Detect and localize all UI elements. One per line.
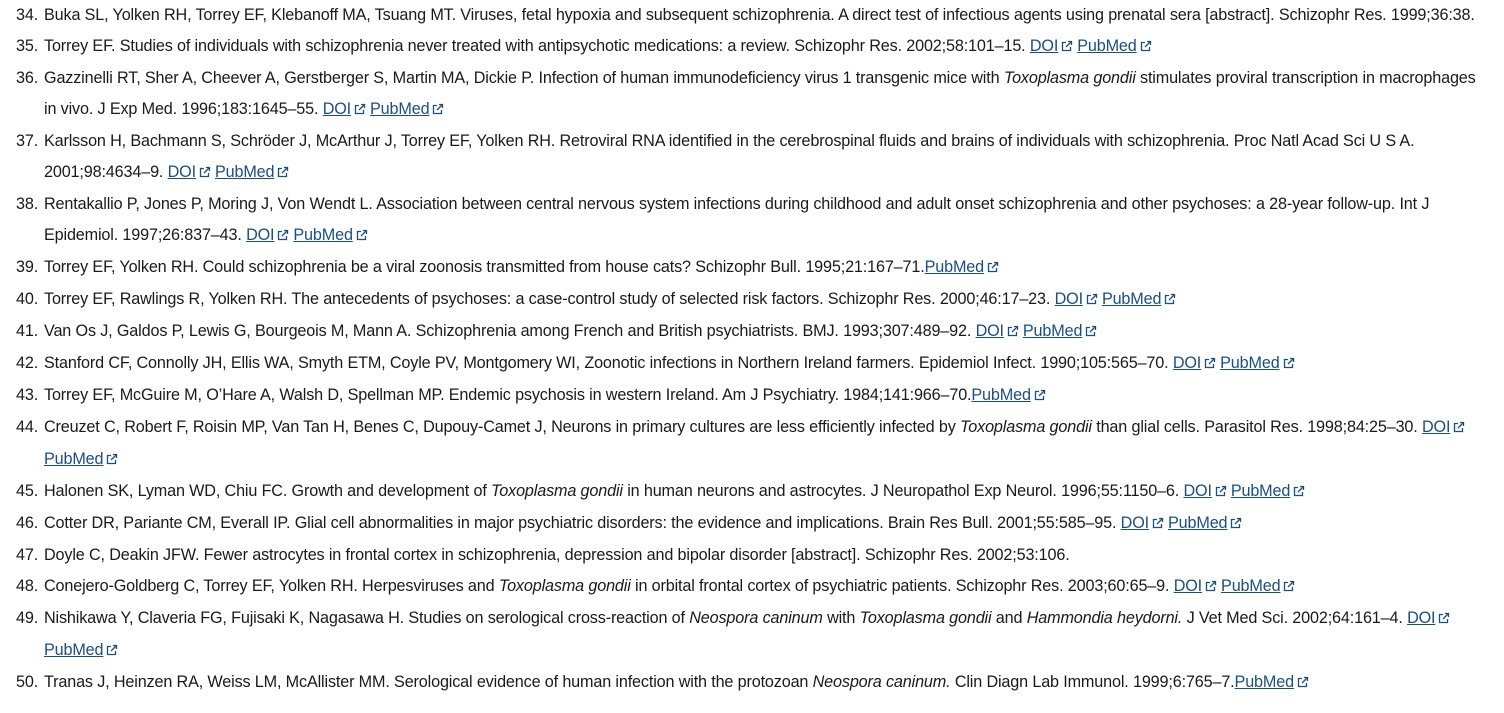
pubmed-link[interactable]: PubMed bbox=[1234, 673, 1294, 691]
reference-number: 44. bbox=[16, 418, 39, 436]
external-link-icon[interactable] bbox=[1152, 509, 1164, 540]
reference-number: 43. bbox=[16, 386, 39, 404]
external-link-icon[interactable] bbox=[1034, 381, 1046, 412]
citation-text: Torrey EF. Studies of individuals with schizophrenia never treated with antipsychotic medications: a review. Schizophr Res. 2002;58:101–15. bbox=[44, 37, 1030, 55]
reference-number: 47. bbox=[16, 546, 39, 564]
pubmed-link[interactable]: PubMed bbox=[1077, 37, 1137, 55]
doi-link[interactable]: DOI bbox=[1120, 514, 1150, 532]
external-link-icon[interactable] bbox=[1215, 477, 1227, 508]
external-link-icon[interactable] bbox=[277, 158, 289, 189]
pubmed-link[interactable]: PubMed bbox=[44, 450, 104, 468]
reference-item bbox=[16, 476, 1492, 508]
external-link-icon[interactable] bbox=[1007, 317, 1019, 348]
pubmed-link[interactable]: PubMed bbox=[1101, 290, 1162, 308]
reference-number: 41. bbox=[16, 322, 39, 340]
reference-number: 39. bbox=[16, 258, 39, 276]
doi-link[interactable]: DOI bbox=[246, 226, 275, 244]
external-link-icon[interactable] bbox=[1164, 285, 1176, 316]
reference-item bbox=[16, 667, 1492, 699]
doi-link[interactable]: DOI bbox=[1029, 37, 1059, 55]
external-link-icon[interactable] bbox=[1283, 572, 1295, 603]
citation-text: stimulates proviral transcription in macrophages in vivo. J Exp Med. 1996;183:1645–55. bbox=[44, 69, 1476, 118]
doi-link[interactable]: DOI bbox=[1183, 482, 1212, 500]
citation-text: Karlsson H, Bachmann S, Schröder J, McArthur J, Torrey EF, Yolken RH. Retroviral RNA identified in the cerebrospinal fluids and brains of individuals with schizophrenia. Proc Natl Acad Sci U S A. 2001;98:4634–9. bbox=[44, 132, 1415, 181]
species-name: Toxoplasma gondii bbox=[1003, 69, 1136, 87]
external-link-icon[interactable] bbox=[1453, 413, 1465, 444]
reference-item bbox=[16, 540, 1492, 571]
reference-number: 50. bbox=[16, 673, 39, 691]
citation-text: Cotter DR, Pariante CM, Everall IP. Glial cell abnormalities in major psychiatric disorders: the evidence and implications. Brain Res Bull. 2001;55:585–95. bbox=[44, 514, 1121, 532]
citation-text: Rentakallio P, Jones P, Moring J, Von Wendt L. Association between central nervous system infections during childhood and adult onset schizophrenia and other psychoses: a 28-year follow-up. Int J Epidemiol. 1997;26:837–43. bbox=[44, 195, 1430, 244]
pubmed-link[interactable]: PubMed bbox=[1220, 354, 1280, 372]
doi-link[interactable]: DOI bbox=[1173, 577, 1203, 595]
citation-text: Stanford CF, Connolly JH, Ellis WA, Smyth ETM, Coyle PV, Montgomery WI, Zoonotic infections in Northern Ireland farmers. Epidemiol Infect. 1990;105:565–70. bbox=[44, 354, 1173, 372]
citation-text: Torrey EF, Rawlings R, Yolken RH. The antecedents of psychoses: a case-control study of selected risk factors. Schizophr Res. 2000;46:17–23. bbox=[44, 290, 1055, 308]
doi-link[interactable]: DOI bbox=[1054, 290, 1083, 308]
citation-text: Nishikawa Y, Claveria FG, Fujisaki K, Nagasawa H. Studies on serological cross-reaction of bbox=[44, 609, 690, 627]
reference-number: 49. bbox=[16, 609, 39, 627]
external-link-icon[interactable] bbox=[432, 95, 444, 126]
pubmed-link[interactable]: PubMed bbox=[924, 258, 985, 276]
citation-text: in human neurons and astrocytes. J Neuropathol Exp Neurol. 1996;55:1150–6. bbox=[622, 482, 1184, 500]
citation-text: Torrey EF, Yolken RH. Could schizophrenia be a viral zoonosis transmitted from house cats? Schizophr Bull. 1995;21:167–71. bbox=[44, 258, 925, 276]
reference-number: 40. bbox=[16, 290, 39, 308]
external-link-icon[interactable] bbox=[1283, 349, 1295, 380]
citation-text: Tranas J, Heinzen RA, Weiss LM, McAllister MM. Serological evidence of human infection with the protozoan bbox=[44, 673, 813, 691]
reference-item bbox=[16, 126, 1492, 189]
external-link-icon[interactable] bbox=[277, 221, 289, 252]
species-name: Toxoplasma gondii bbox=[498, 577, 631, 595]
external-link-icon[interactable] bbox=[106, 445, 118, 476]
reference-number: 37. bbox=[16, 132, 39, 150]
reference-item bbox=[16, 603, 1492, 667]
external-link-icon[interactable] bbox=[1204, 349, 1216, 380]
reference-number: 46. bbox=[16, 514, 39, 532]
citation-text: Doyle C, Deakin JFW. Fewer astrocytes in frontal cortex in schizophrenia, depression and bipolar disorder [abstract]. Schizophr Res. 2002;53:106. bbox=[44, 546, 1070, 564]
reference-item bbox=[16, 63, 1492, 126]
reference-number: 38. bbox=[16, 195, 39, 213]
pubmed-link[interactable]: PubMed bbox=[293, 226, 353, 244]
species-name: Toxoplasma gondii bbox=[859, 609, 992, 627]
reference-item bbox=[16, 348, 1492, 380]
external-link-icon[interactable] bbox=[199, 158, 211, 189]
external-link-icon[interactable] bbox=[1438, 604, 1450, 635]
reference-item bbox=[16, 31, 1492, 63]
pubmed-link[interactable]: PubMed bbox=[971, 386, 1031, 404]
citation-text: J Vet Med Sci. 2002;64:161–4. bbox=[1182, 609, 1408, 627]
reference-item bbox=[16, 508, 1492, 540]
pubmed-link[interactable]: PubMed bbox=[1221, 577, 1281, 595]
reference-number: 42. bbox=[16, 354, 39, 372]
pubmed-link[interactable]: PubMed bbox=[1168, 514, 1228, 532]
external-link-icon[interactable] bbox=[1293, 477, 1305, 508]
species-name: Neospora caninum bbox=[689, 609, 823, 627]
doi-link[interactable]: DOI bbox=[975, 322, 1004, 340]
species-name: Toxoplasma gondii bbox=[491, 482, 623, 500]
external-link-icon[interactable] bbox=[354, 95, 366, 126]
citation-text: Torrey EF, McGuire M, O’Hare A, Walsh D, Spellman MP. Endemic psychosis in western Ireland. Am J Psychiatry. 1984;141:966–70. bbox=[44, 386, 972, 404]
reference-item bbox=[16, 380, 1492, 412]
pubmed-link[interactable]: PubMed bbox=[214, 163, 275, 181]
species-name: Hammondia heydorni. bbox=[1026, 609, 1183, 627]
external-link-icon[interactable] bbox=[1297, 668, 1309, 699]
citation-text: with bbox=[822, 609, 860, 627]
pubmed-link[interactable]: PubMed bbox=[1022, 322, 1083, 340]
reference-number: 48. bbox=[16, 577, 39, 595]
pubmed-link[interactable]: PubMed bbox=[44, 641, 104, 659]
external-link-icon[interactable] bbox=[1230, 509, 1242, 540]
citation-text: Buka SL, Yolken RH, Torrey EF, Klebanoff MA, Tsuang MT. Viruses, fetal hypoxia and subsequent schizophrenia. A direct test of infectious agents using prenatal sera [abstract]. Schizophr Res. 1999;36:38. bbox=[44, 6, 1475, 24]
citation-text: and bbox=[991, 609, 1027, 627]
doi-link[interactable]: DOI bbox=[167, 163, 196, 181]
doi-link[interactable]: DOI bbox=[1172, 354, 1202, 372]
citation-text: Halonen SK, Lyman WD, Chiu FC. Growth and development of bbox=[44, 482, 492, 500]
reference-number: 45. bbox=[16, 482, 39, 500]
external-link-icon[interactable] bbox=[987, 253, 999, 284]
reference-item bbox=[16, 189, 1492, 252]
citation-text: Clin Diagn Lab Immunol. 1999;6:765–7. bbox=[950, 673, 1235, 691]
external-link-icon[interactable] bbox=[1140, 32, 1152, 63]
citation-text: Creuzet C, Robert F, Roisin MP, Van Tan H, Benes C, Dupouy-Camet J, Neurons in primary cultures are less efficiently infected by bbox=[44, 418, 961, 436]
pubmed-link[interactable]: PubMed bbox=[370, 100, 430, 118]
citation-text: than glial cells. Parasitol Res. 1998;84:25–30. bbox=[1091, 418, 1422, 436]
citation-text: in orbital frontal cortex of psychiatric patients. Schizophr Res. 2003;60:65–9. bbox=[630, 577, 1174, 595]
external-link-icon[interactable] bbox=[1085, 317, 1097, 348]
reference-item bbox=[16, 412, 1492, 476]
reference-number: 36. bbox=[16, 69, 39, 87]
doi-link[interactable]: DOI bbox=[322, 100, 352, 118]
external-link-icon[interactable] bbox=[356, 221, 368, 252]
pubmed-link[interactable]: PubMed bbox=[1230, 482, 1291, 500]
species-name: Neospora caninum. bbox=[812, 673, 951, 691]
species-name: Toxoplasma gondii bbox=[960, 418, 1092, 436]
doi-link[interactable]: DOI bbox=[1407, 609, 1436, 627]
external-link-icon[interactable] bbox=[1205, 572, 1217, 603]
reference-item bbox=[16, 252, 1492, 284]
reference-item bbox=[16, 316, 1492, 348]
citation-text: Conejero-Goldberg C, Torrey EF, Yolken RH. Herpesviruses and bbox=[44, 577, 499, 595]
external-link-icon[interactable] bbox=[106, 636, 118, 667]
reference-number: 35. bbox=[16, 37, 39, 55]
external-link-icon[interactable] bbox=[1086, 285, 1098, 316]
reference-item bbox=[16, 571, 1492, 603]
citation-text: Van Os J, Galdos P, Lewis G, Bourgeois M, Mann A. Schizophrenia among French and British psychiatrists. BMJ. 1993;307:489–92. bbox=[44, 322, 976, 340]
reference-item bbox=[16, 0, 1492, 31]
doi-link[interactable]: DOI bbox=[1421, 418, 1451, 436]
citation-text: Gazzinelli RT, Sher A, Cheever A, Gerstberger S, Martin MA, Dickie P. Infection of human immunodeficiency virus 1 transgenic mice with bbox=[44, 69, 1004, 87]
reference-number: 34. bbox=[16, 6, 39, 24]
external-link-icon[interactable] bbox=[1061, 32, 1073, 63]
reference-item bbox=[16, 284, 1492, 316]
